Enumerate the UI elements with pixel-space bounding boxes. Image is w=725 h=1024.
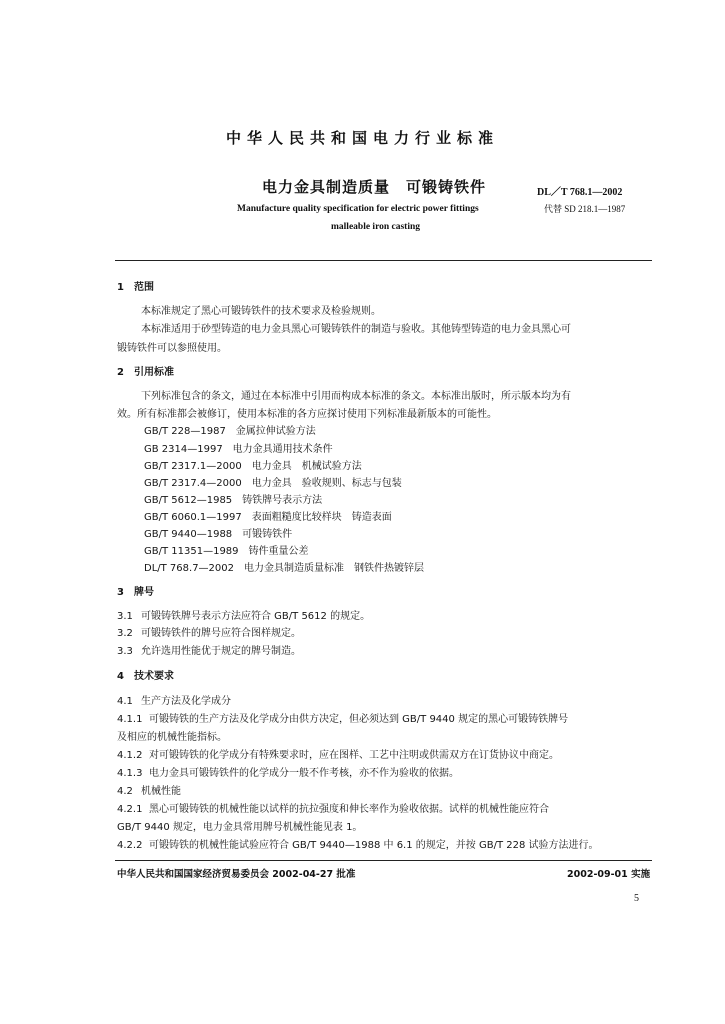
section-2-paragraph-line2: 效。所有标准都会被修订，使用本标准的各方应探讨使用下列标准最新版本的可能性。 bbox=[117, 409, 497, 420]
clause-4-1-2 bbox=[117, 749, 559, 762]
reference-item: GB/T 5612—1985 铸铁牌号表示方法 bbox=[144, 495, 323, 506]
clause-text: 黑心可锻铸铁的机械性能以试样的抗拉强度和伸长率作为验收依据。试样的机械性能应符合 bbox=[149, 804, 549, 815]
clause-number: 4.1.3 bbox=[117, 768, 143, 779]
reference-item: GB/T 11351—1989 铸件重量公差 bbox=[144, 546, 309, 557]
clause-number: 4.1.2 bbox=[117, 750, 143, 761]
reference-item: GB/T 2317.4—2000 电力金具 验收规则、标志与包装 bbox=[144, 478, 402, 489]
clause-number: 3.1 bbox=[117, 611, 133, 622]
footer-divider bbox=[115, 860, 652, 861]
effective-date: 2002-09-01 实施 bbox=[567, 869, 651, 880]
section-3-heading: 3 牌号 bbox=[117, 587, 154, 598]
clause-4-1-1-continued: 及相应的机械性能指标。 bbox=[117, 732, 227, 743]
replaces-standard: 代替 SD 218.1—1987 bbox=[544, 204, 626, 214]
clause-4-2-1-continued: GB/T 9440 规定，电力金具常用牌号机械性能见表 1。 bbox=[117, 822, 363, 833]
section-4-heading: 4 技术要求 bbox=[117, 671, 174, 682]
clause-number: 3.3 bbox=[117, 646, 133, 657]
clause-3-3 bbox=[117, 645, 301, 658]
clause-text: 机械性能 bbox=[141, 786, 181, 797]
standard-code: DL／T 768.1—2002 bbox=[537, 187, 623, 198]
clause-number: 4.2 bbox=[117, 786, 133, 797]
clause-text: 允许选用性能优于规定的牌号制造。 bbox=[141, 646, 301, 657]
clause-number: 4.1.1 bbox=[117, 714, 143, 725]
clause-4-2-1 bbox=[117, 803, 549, 816]
document-title-cn: 电力金具制造质量 可锻铸铁件 bbox=[262, 178, 487, 196]
clause-4-1 bbox=[117, 695, 231, 708]
section-1-paragraph-2-line2: 锻铸铁件可以参照使用。 bbox=[117, 343, 227, 354]
page-number: 5 bbox=[634, 893, 639, 904]
clause-number: 4.2.1 bbox=[117, 804, 143, 815]
approval-statement: 中华人民共和国国家经济贸易委员会 2002-04-27 批准 bbox=[117, 869, 356, 880]
section-1-heading: 1 范围 bbox=[117, 282, 154, 293]
clause-text: 生产方法及化学成分 bbox=[141, 696, 231, 707]
clause-text: 对可锻铸铁的化学成分有特殊要求时，应在图样、工艺中注明或供需双方在订货协议中商定。 bbox=[149, 750, 559, 761]
reference-item: GB/T 2317.1—2000 电力金具 机械试验方法 bbox=[144, 461, 362, 472]
clause-text: 可锻铸铁的生产方法及化学成分由供方决定，但必须达到 GB/T 9440 规定的黑心可锻铸铁牌号 bbox=[149, 714, 569, 725]
reference-item: GB/T 228—1987 金属拉伸试验方法 bbox=[144, 426, 316, 437]
section-1-paragraph-1: 本标准规定了黑心可锻铸铁件的技术要求及检验规则。 bbox=[141, 306, 381, 317]
clause-number: 3.2 bbox=[117, 628, 133, 639]
document-title-en-line1: Manufacture quality specification for electric power fittings bbox=[237, 204, 479, 214]
reference-item: GB/T 6060.1—1997 表面粗糙度比较样块 铸造表面 bbox=[144, 512, 392, 523]
clause-4-1-1 bbox=[117, 713, 568, 726]
clause-text: 可锻铸铁的机械性能试验应符合 GB/T 9440—1988 中 6.1 的规定，并按 GB/T 228 试验方法进行。 bbox=[149, 840, 599, 851]
standard-title: 中华人民共和国电力行业标准 bbox=[225, 129, 499, 147]
reference-item: GB 2314—1997 电力金具通用技术条件 bbox=[144, 444, 333, 455]
section-2-heading: 2 引用标准 bbox=[117, 367, 174, 378]
section-2-paragraph-line1: 下列标准包含的条文，通过在本标准中引用而构成本标准的条文。本标准出版时，所示版本均为有 bbox=[141, 391, 571, 402]
reference-item: DL/T 768.7—2002 电力金具制造质量标准 钢铁件热镀锌层 bbox=[144, 563, 425, 574]
clause-4-1-3 bbox=[117, 767, 459, 780]
clause-3-2 bbox=[117, 627, 301, 640]
document-title-en-line2: malleable iron casting bbox=[331, 222, 421, 232]
clause-number: 4.2.2 bbox=[117, 840, 143, 851]
clause-4-2-2 bbox=[117, 839, 599, 852]
clause-number: 4.1 bbox=[117, 696, 133, 707]
clause-4-2 bbox=[117, 785, 181, 798]
clause-text: 电力金具可锻铸铁件的化学成分一般不作考核，亦不作为验收的依据。 bbox=[149, 768, 459, 779]
header-divider bbox=[115, 260, 652, 261]
clause-text: 可锻铸铁件的牌号应符合图样规定。 bbox=[141, 628, 301, 639]
reference-item: GB/T 9440—1988 可锻铸铁件 bbox=[144, 529, 293, 540]
clause-3-1 bbox=[117, 610, 370, 623]
section-1-paragraph-2-line1: 本标准适用于砂型铸造的电力金具黑心可锻铸铁件的制造与验收。其他铸型铸造的电力金具黑心可 bbox=[141, 324, 571, 335]
clause-text: 可锻铸铁牌号表示方法应符合 GB/T 5612 的规定。 bbox=[141, 611, 371, 622]
